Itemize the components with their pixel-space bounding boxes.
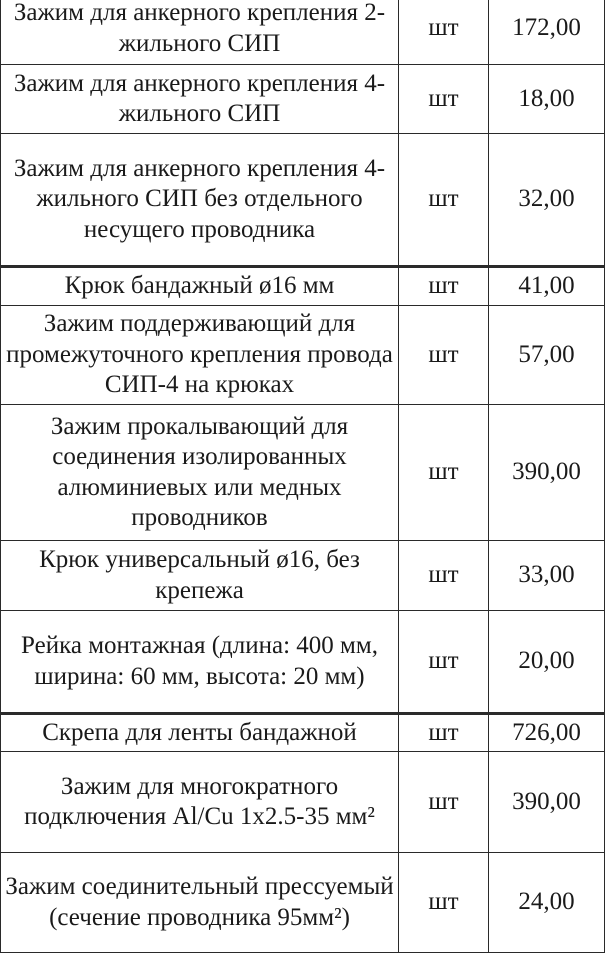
table-row (1, 267, 605, 306)
table-row (1, 853, 605, 953)
item-unit: шт (399, 267, 489, 306)
item-unit: шт (399, 541, 489, 611)
item-unit: шт (399, 714, 489, 752)
item-quantity: 33,00 (489, 541, 605, 611)
item-quantity: 172,00 (489, 0, 605, 65)
item-quantity: 390,00 (489, 405, 605, 541)
table-row (1, 134, 605, 267)
item-unit: шт (399, 752, 489, 853)
item-quantity: 41,00 (489, 267, 605, 306)
item-unit: шт (399, 405, 489, 541)
item-name: Зажим прокалывающий для соединения изолированных алюминиевых или медных проводников (1, 405, 399, 541)
table-row (1, 752, 605, 853)
item-name: Зажим для многократного подключения Al/Cu 1x2.5-35 мм² (1, 752, 399, 853)
table-row (1, 714, 605, 752)
table-row (1, 541, 605, 611)
item-name: Зажим соединительный прессуемый (сечение проводника 95мм²) (1, 853, 399, 953)
item-unit: шт (399, 65, 489, 134)
table-row (1, 611, 605, 714)
item-name: Зажим для анкерного крепления 4-жильного СИП без отдельного несущего проводника (1, 134, 399, 267)
item-quantity: 24,00 (489, 853, 605, 953)
item-quantity: 726,00 (489, 714, 605, 752)
item-name: Рейка монтажная (длина: 400 мм, ширина: 60 мм, высота: 20 мм) (1, 611, 399, 714)
table-row (1, 65, 605, 134)
item-quantity: 57,00 (489, 306, 605, 405)
item-name: Зажим для анкерного крепления 2-жильного СИП (1, 0, 399, 65)
item-quantity: 390,00 (489, 752, 605, 853)
item-unit: шт (399, 134, 489, 267)
table-row (1, 306, 605, 405)
item-quantity: 20,00 (489, 611, 605, 714)
item-unit: шт (399, 306, 489, 405)
item-unit: шт (399, 611, 489, 714)
table-row (1, 405, 605, 541)
table-row (1, 0, 605, 65)
item-quantity: 18,00 (489, 65, 605, 134)
item-name: Зажим поддерживающий для промежуточного крепления провода СИП-4 на крюках (1, 306, 399, 405)
item-name: Зажим для анкерного крепления 4-жильного СИП (1, 65, 399, 134)
item-unit: шт (399, 0, 489, 65)
item-quantity: 32,00 (489, 134, 605, 267)
item-name: Скрепа для ленты бандажной (1, 714, 399, 752)
item-unit: шт (399, 853, 489, 953)
item-name: Крюк бандажный ø16 мм (1, 267, 399, 306)
item-name: Крюк универсальный ø16, без крепежа (1, 541, 399, 611)
